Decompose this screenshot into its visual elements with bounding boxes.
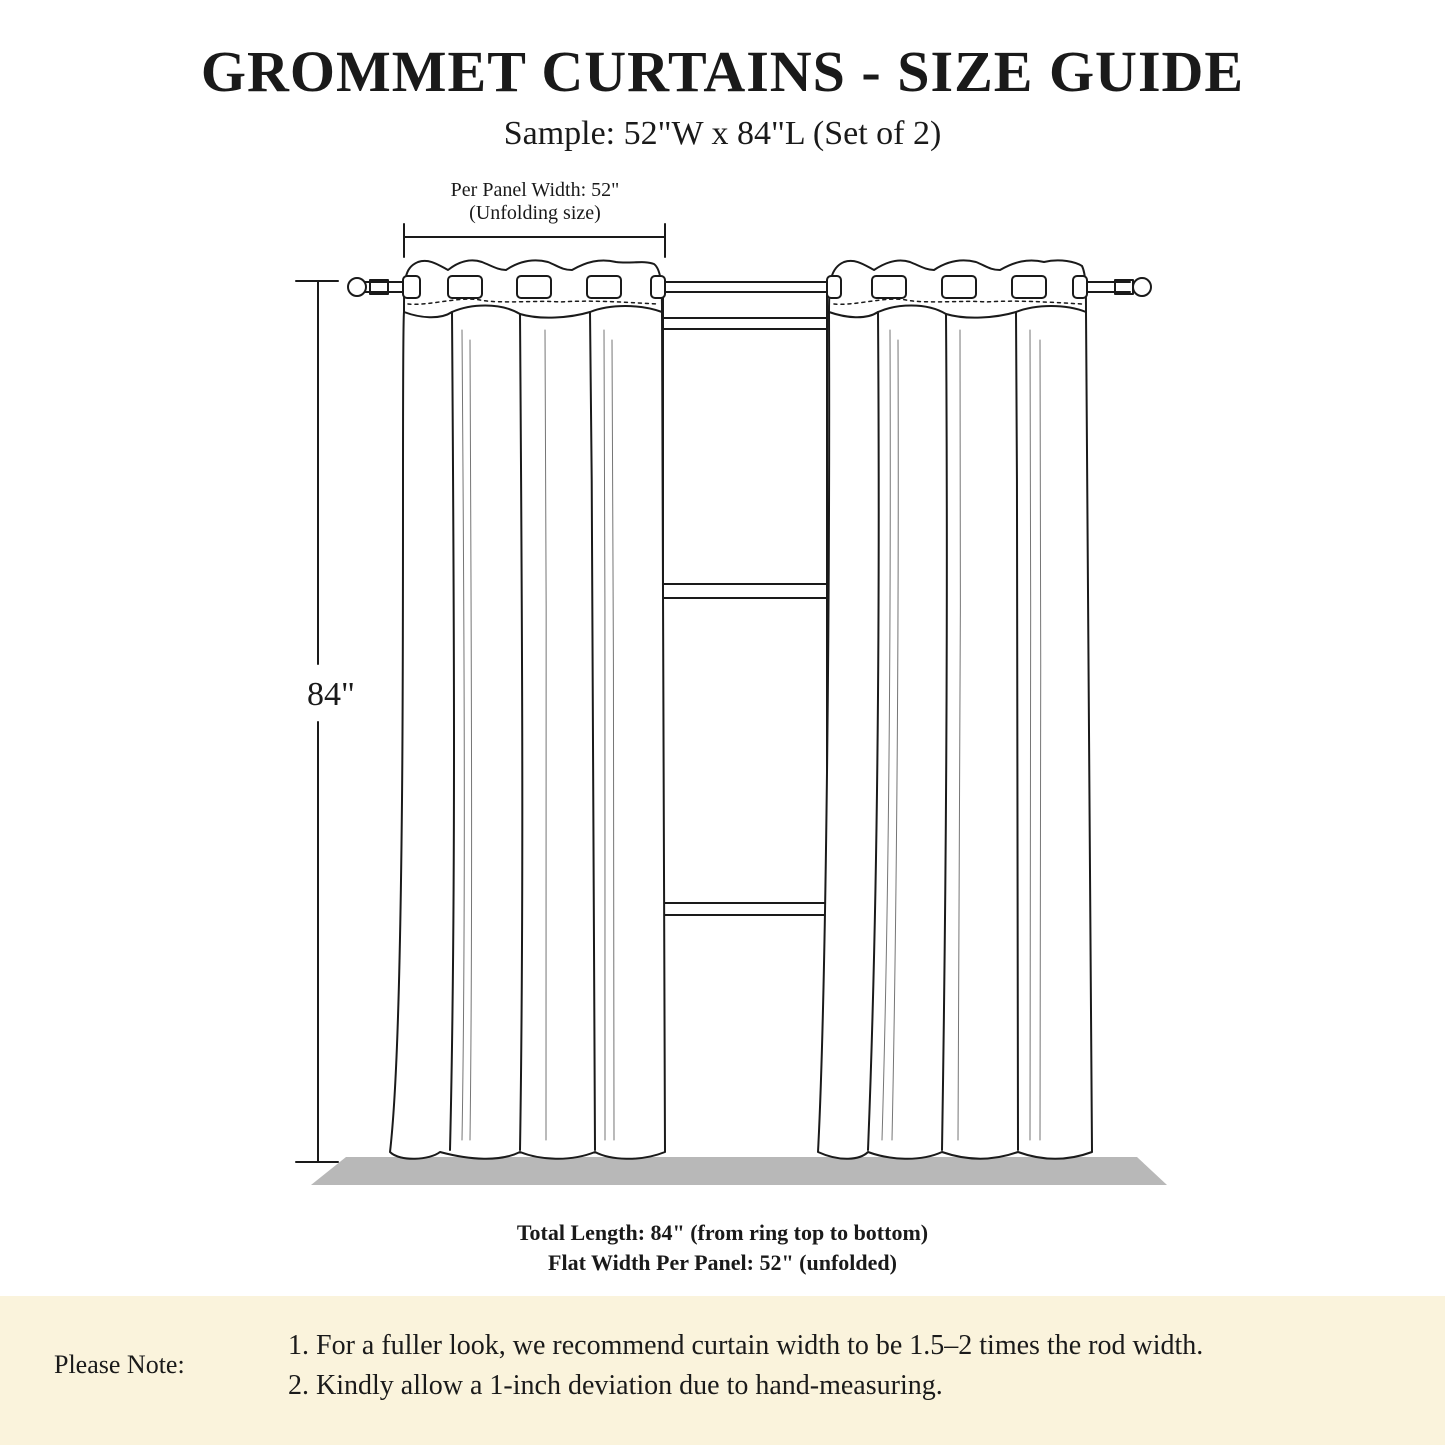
length-dimension [296,281,338,1162]
floor-shadow [311,1157,1167,1185]
measurement-caption [0,1218,1445,1278]
total-length-text: Total Length: 84" (from ring top to bottom) [516,1220,929,1245]
width-dimension [404,224,665,257]
right-curtain-panel [818,260,1092,1158]
note-item: 2. Kindly allow a 1-inch deviation due to hand-measuring. [288,1370,943,1401]
note-item: 1. For a fuller look, we recommend curtain width to be 1.5–2 times the rod width. [288,1330,1204,1361]
note-box [0,1296,1445,1445]
flat-width-text: Flat Width Per Panel: 52" (unfolded) [548,1250,897,1275]
page-title: GROMMET CURTAINS - SIZE GUIDE [200,39,1245,104]
panel-width-text: Per Panel Width: 52" [450,179,620,201]
note-label: Please Note: [54,1350,185,1379]
length-label: 84" [296,676,366,714]
window-frame [663,290,827,1152]
panel-width-subtext: (Unfolding size) [469,202,601,224]
note-list [288,1326,1203,1406]
page-subtitle: Sample: 52"W x 84"L (Set of 2) [503,115,942,152]
left-curtain-panel [390,260,665,1158]
